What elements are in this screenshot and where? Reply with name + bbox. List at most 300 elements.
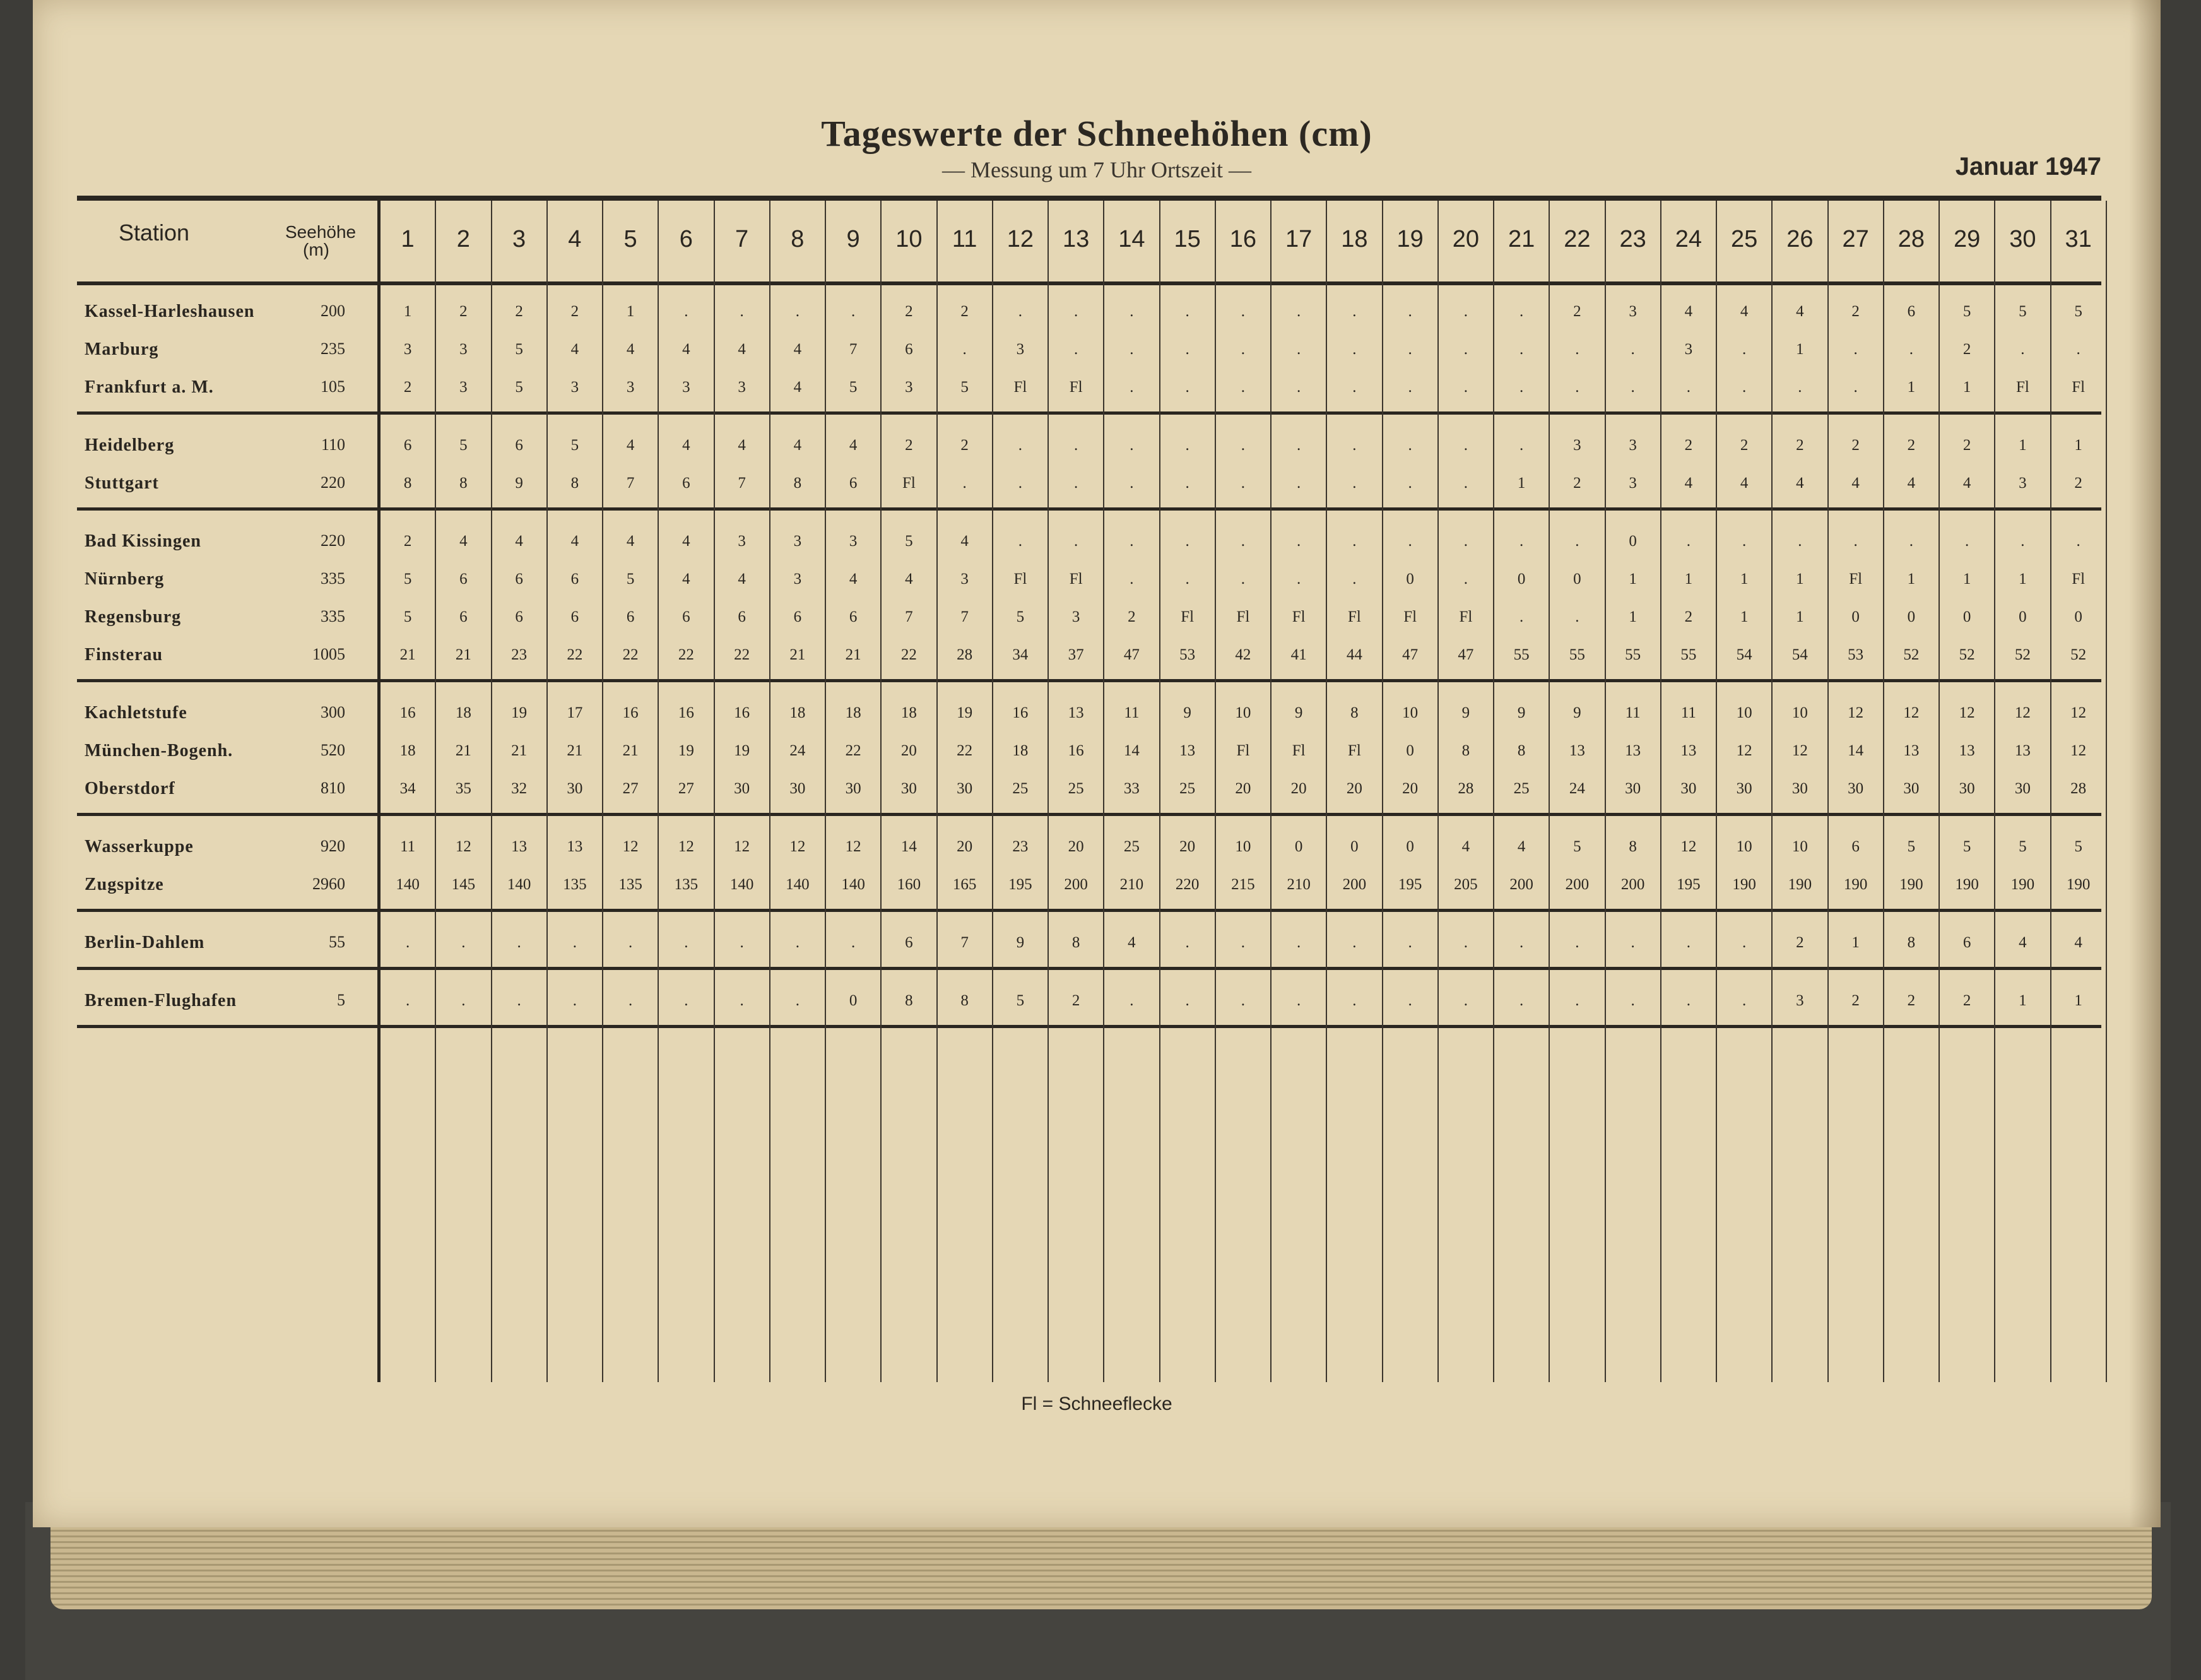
snow-depth-cell: 4 [1796, 475, 1804, 492]
snow-depth-cell: . [406, 992, 410, 1009]
snow-depth-cell: . [1241, 303, 1245, 320]
snow-depth-cell: 6 [1907, 303, 1916, 320]
snow-depth-cell: 200 [1342, 876, 1367, 893]
column-rule [1382, 201, 1383, 1382]
snow-depth-cell: 13 [1569, 742, 1585, 759]
day-header: 8 [791, 226, 805, 252]
snow-depth-cell: 2 [1796, 437, 1804, 454]
snow-depth-cell: 4 [459, 533, 468, 550]
snow-depth-cell: 1 [1629, 608, 1637, 625]
snow-depth-cell: 3 [793, 571, 802, 588]
column-rule [1771, 201, 1773, 1382]
snow-depth-cell: 13 [1903, 742, 1920, 759]
book-page-edges [50, 1515, 2152, 1609]
column-rule [658, 201, 659, 1382]
snow-depth-cell: 11 [1625, 704, 1641, 721]
column-rule [769, 201, 770, 1382]
snow-depth-cell: 3 [570, 379, 579, 396]
snow-depth-cell: 5 [1016, 608, 1025, 625]
snow-depth-cell: 6 [515, 608, 523, 625]
group-separator [77, 507, 2101, 511]
day-header: 2 [456, 226, 470, 252]
snow-depth-cell: 24 [1569, 780, 1585, 797]
snow-depth-cell: 12 [789, 838, 806, 855]
snow-depth-cell: 2 [1851, 992, 1860, 1009]
snow-depth-cell: . [517, 934, 521, 951]
snow-depth-cell: 2 [1962, 992, 1971, 1009]
snow-depth-cell: 4 [515, 533, 523, 550]
snow-depth-cell: 28 [957, 646, 973, 663]
table-row [77, 428, 2101, 466]
snow-depth-cell: 4 [1517, 838, 1526, 855]
snow-depth-cell: 3 [1629, 437, 1637, 454]
snow-depth-cell: 12 [1903, 704, 1920, 721]
book-page [33, 0, 2161, 1527]
station-elevation: 335 [321, 607, 345, 625]
column-rule [1326, 201, 1327, 1382]
snow-depth-cell: Fl [2072, 379, 2086, 396]
snow-depth-cell: . [1074, 303, 1078, 320]
snow-depth-cell: 18 [1012, 742, 1029, 759]
snow-depth-cell: 12 [1848, 704, 1864, 721]
snow-depth-cell: 165 [952, 876, 977, 893]
snow-depth-cell: 35 [455, 780, 471, 797]
snow-depth-cell: 19 [678, 742, 694, 759]
snow-depth-cell: 30 [845, 780, 861, 797]
day-header: 6 [679, 226, 693, 252]
snow-depth-cell: 8 [1071, 934, 1080, 951]
snow-depth-cell: 4 [1962, 475, 1971, 492]
table-row [77, 466, 2101, 504]
snow-depth-cell: . [1241, 475, 1245, 492]
snow-depth-table [77, 196, 2101, 1010]
snow-depth-cell: . [1575, 934, 1579, 951]
snow-depth-cell: . [1463, 379, 1468, 396]
column-rule [1103, 201, 1104, 1382]
snow-depth-cell: . [1686, 992, 1691, 1009]
column-rule [2050, 201, 2051, 1382]
snow-depth-cell: . [1352, 437, 1357, 454]
snow-depth-cell: 195 [1008, 876, 1032, 893]
snow-depth-cell: 6 [682, 475, 690, 492]
snow-depth-cell: 10 [1736, 704, 1752, 721]
snow-depth-cell: 28 [1458, 780, 1474, 797]
snow-depth-cell: . [1297, 379, 1301, 396]
table-row [77, 733, 2101, 771]
snow-depth-cell: 37 [1068, 646, 1084, 663]
snow-depth-cell: 4 [2074, 934, 2082, 951]
group-separator [77, 679, 2101, 682]
snow-depth-cell: . [1241, 934, 1245, 951]
snow-depth-cell: 5 [626, 571, 635, 588]
snow-depth-cell: 3 [2019, 475, 2027, 492]
snow-depth-cell: . [1463, 934, 1468, 951]
month-label: Januar 1947 [1955, 153, 2101, 180]
snow-depth-cell: 195 [1677, 876, 1701, 893]
snow-depth-cell: . [1352, 533, 1357, 550]
snow-depth-cell: 44 [1346, 646, 1362, 663]
snow-depth-cell: 55 [1513, 646, 1530, 663]
column-rule [546, 201, 548, 1382]
snow-depth-cell: 1 [1796, 608, 1804, 625]
snow-depth-cell: . [1909, 341, 1913, 358]
snow-depth-cell: 14 [1848, 742, 1864, 759]
snow-depth-cell: 55 [1625, 646, 1641, 663]
snow-depth-cell: . [1686, 379, 1691, 396]
station-name: Kassel-Harleshausen [85, 302, 255, 321]
snow-depth-cell: 21 [399, 646, 416, 663]
snow-depth-cell: . [1408, 379, 1412, 396]
snow-depth-cell: . [1241, 379, 1245, 396]
snow-depth-cell: 28 [2070, 780, 2087, 797]
snow-depth-cell: . [1241, 533, 1245, 550]
day-header: 29 [1953, 226, 1981, 252]
snow-depth-cell: 9 [1016, 934, 1025, 951]
snow-depth-cell: 5 [2019, 838, 2027, 855]
snow-depth-cell: . [1575, 341, 1579, 358]
snow-depth-cell: . [1463, 571, 1468, 588]
day-header: 9 [846, 226, 860, 252]
snow-depth-cell: 135 [674, 876, 699, 893]
snow-depth-cell: 9 [1461, 704, 1470, 721]
snow-depth-cell: . [1463, 341, 1468, 358]
snow-depth-cell: 19 [957, 704, 973, 721]
station-name: München-Bogenh. [85, 741, 233, 760]
snow-depth-cell: 145 [451, 876, 476, 893]
snow-depth-cell: . [1130, 303, 1134, 320]
snow-depth-cell: 25 [1012, 780, 1029, 797]
snow-depth-cell: 12 [734, 838, 750, 855]
snow-depth-cell: Fl [1236, 742, 1250, 759]
snow-depth-cell: 3 [403, 341, 412, 358]
snow-depth-cell: 0 [1406, 571, 1414, 588]
snow-depth-cell: . [1519, 379, 1524, 396]
snow-depth-cell: 2 [1907, 437, 1916, 454]
snow-depth-cell: 3 [1684, 341, 1693, 358]
snow-depth-cell: 4 [1740, 303, 1749, 320]
snow-depth-cell: . [1352, 341, 1357, 358]
snow-depth-cell: . [1853, 379, 1858, 396]
snow-depth-cell: . [1519, 303, 1524, 320]
snow-depth-cell: 1 [1851, 934, 1860, 951]
day-header: 26 [1786, 226, 1814, 252]
snow-depth-cell: . [1074, 341, 1078, 358]
snow-depth-cell: 0 [1962, 608, 1971, 625]
snow-depth-cell: 8 [1350, 704, 1359, 721]
snow-depth-cell: 47 [1402, 646, 1419, 663]
table-row [77, 562, 2101, 600]
snow-depth-cell: . [1130, 437, 1134, 454]
snow-depth-cell: . [1742, 379, 1747, 396]
snow-depth-cell: 2 [1684, 437, 1693, 454]
snow-depth-cell: 54 [1736, 646, 1752, 663]
snow-depth-cell: 12 [455, 838, 471, 855]
station-name: Berlin-Dahlem [85, 933, 205, 952]
snow-depth-cell: 14 [900, 838, 917, 855]
column-rule [1549, 201, 1550, 1382]
column-rule [435, 201, 436, 1382]
snow-depth-cell: 1 [403, 303, 412, 320]
snow-depth-cell: 47 [1123, 646, 1140, 663]
snow-depth-cell: 16 [1012, 704, 1029, 721]
snow-depth-cell: . [1018, 303, 1022, 320]
snow-depth-cell: 30 [900, 780, 917, 797]
snow-depth-cell: 4 [849, 437, 858, 454]
snow-depth-cell: 33 [1123, 780, 1140, 797]
snow-depth-cell: 4 [1851, 475, 1860, 492]
day-header: 14 [1118, 226, 1145, 252]
snow-depth-cell: . [851, 934, 856, 951]
snow-depth-cell: 5 [459, 437, 468, 454]
table-row [77, 524, 2101, 562]
column-rule [1883, 201, 1884, 1382]
snow-depth-cell: 19 [511, 704, 528, 721]
snow-depth-cell: . [1742, 992, 1747, 1009]
snow-depth-cell: 5 [960, 379, 969, 396]
snow-depth-cell: 16 [734, 704, 750, 721]
snow-depth-cell: 8 [570, 475, 579, 492]
snow-depth-cell: . [684, 934, 688, 951]
snow-depth-cell: 10 [1235, 704, 1251, 721]
snow-depth-cell: 34 [399, 780, 416, 797]
column-rule [1660, 201, 1661, 1382]
snow-depth-cell: 0 [2019, 608, 2027, 625]
snow-depth-cell: 30 [1680, 780, 1697, 797]
snow-depth-cell: . [1631, 379, 1635, 396]
snow-depth-cell: 140 [786, 876, 810, 893]
snow-depth-cell: . [1519, 341, 1524, 358]
station-column-header: Station [119, 220, 190, 245]
snow-depth-cell: 210 [1119, 876, 1144, 893]
snow-depth-cell: 18 [789, 704, 806, 721]
snow-depth-cell: 6 [459, 571, 468, 588]
snow-depth-cell: . [684, 992, 688, 1009]
snow-depth-cell: 7 [849, 341, 858, 358]
snow-depth-cell: 200 [1620, 876, 1645, 893]
snow-depth-cell: 4 [905, 571, 913, 588]
snow-depth-cell: 205 [1454, 876, 1478, 893]
snow-depth-cell: . [628, 992, 633, 1009]
snow-depth-cell: 3 [1629, 475, 1637, 492]
snow-depth-cell: 2 [905, 437, 913, 454]
snow-depth-cell: . [1185, 934, 1189, 951]
snow-depth-cell: 0 [1406, 838, 1414, 855]
snow-depth-cell: . [740, 992, 744, 1009]
snow-depth-cell: 12 [2070, 704, 2087, 721]
snow-depth-cell: 6 [1851, 838, 1860, 855]
snow-depth-cell: . [1352, 934, 1357, 951]
snow-depth-cell: Fl [1292, 608, 1306, 625]
snow-depth-cell: 20 [1402, 780, 1419, 797]
column-rule [936, 201, 938, 1382]
snow-depth-cell: 5 [1573, 838, 1581, 855]
snow-depth-cell: 5 [515, 341, 523, 358]
snow-depth-cell: 9 [1294, 704, 1303, 721]
station-name: Nürnberg [85, 569, 165, 589]
snow-depth-cell: 20 [900, 742, 917, 759]
snow-depth-cell: 18 [900, 704, 917, 721]
snow-depth-cell: 17 [567, 704, 583, 721]
page-subtitle: — Messung um 7 Uhr Ortszeit — [942, 157, 1251, 182]
snow-depth-cell: 14 [1123, 742, 1140, 759]
snow-depth-cell: 18 [399, 742, 416, 759]
snow-depth-cell: 9 [1573, 704, 1581, 721]
snow-depth-cell: 9 [1183, 704, 1191, 721]
snow-depth-cell: 2 [1796, 934, 1804, 951]
snow-depth-cell: 27 [622, 780, 639, 797]
snow-depth-cell: 5 [2074, 303, 2082, 320]
snow-depth-cell: 6 [626, 608, 635, 625]
snow-depth-cell: 25 [1513, 780, 1530, 797]
elevation-header-unit: (m) [303, 240, 329, 259]
snow-depth-cell: Fl [1347, 742, 1361, 759]
snow-depth-cell: . [1241, 437, 1245, 454]
group-separator [77, 909, 2101, 912]
snow-depth-cell: Fl [902, 475, 916, 492]
column-rule [2106, 201, 2107, 1382]
snow-depth-cell: 12 [678, 838, 694, 855]
snow-depth-cell: . [1575, 992, 1579, 1009]
snow-depth-cell: . [1185, 571, 1189, 588]
snow-depth-cell: 13 [2014, 742, 2031, 759]
day-header: 1 [401, 226, 415, 252]
snow-depth-cell: 11 [1680, 704, 1696, 721]
day-header: 3 [512, 226, 526, 252]
snow-depth-cell: 30 [1791, 780, 1808, 797]
snow-depth-cell: . [1575, 608, 1579, 625]
snow-depth-cell: 30 [1848, 780, 1864, 797]
snow-depth-cell: 10 [1736, 838, 1752, 855]
snow-depth-cell: . [1241, 341, 1245, 358]
snow-depth-cell: . [1185, 437, 1189, 454]
column-rule [1716, 201, 1717, 1382]
snow-depth-cell: . [1408, 475, 1412, 492]
snow-depth-cell: 3 [849, 533, 858, 550]
snow-depth-cell: 4 [2019, 934, 2027, 951]
snow-depth-cell: 22 [678, 646, 694, 663]
snow-depth-cell: 13 [1625, 742, 1641, 759]
table-top-rule [77, 196, 2101, 201]
snow-depth-cell: 27 [678, 780, 694, 797]
snow-depth-cell: 1 [1962, 379, 1971, 396]
table-row [77, 637, 2101, 675]
snow-depth-cell: 16 [678, 704, 694, 721]
snow-depth-cell: 22 [900, 646, 917, 663]
snow-depth-cell: 2 [403, 379, 412, 396]
snow-depth-cell: 13 [1680, 742, 1697, 759]
snow-depth-cell: 2 [403, 533, 412, 550]
snow-depth-cell: 22 [845, 742, 861, 759]
snow-depth-cell: 22 [957, 742, 973, 759]
snow-depth-cell: 52 [2014, 646, 2031, 663]
snow-depth-cell: 0 [2074, 608, 2082, 625]
snow-depth-cell: . [1686, 533, 1691, 550]
snow-depth-cell: 3 [738, 379, 746, 396]
snow-depth-cell: 2 [1128, 608, 1136, 625]
snow-depth-cell: 52 [2070, 646, 2087, 663]
group-separator [77, 967, 2101, 970]
snow-depth-cell: . [1074, 475, 1078, 492]
snow-depth-cell: 4 [738, 571, 746, 588]
table-row [77, 983, 2101, 1021]
snow-depth-cell: . [1408, 934, 1412, 951]
snow-depth-cell: 4 [1461, 838, 1470, 855]
snow-depth-cell: 135 [563, 876, 587, 893]
table-row [77, 600, 2101, 637]
snow-depth-cell: 55 [1680, 646, 1697, 663]
station-name: Heidelberg [85, 435, 175, 455]
snow-depth-cell: 200 [1565, 876, 1590, 893]
station-name: Zugspitze [85, 875, 164, 894]
snow-depth-cell: 11 [1124, 704, 1140, 721]
snow-depth-cell: . [1185, 475, 1189, 492]
station-elevation: 300 [321, 703, 345, 721]
snow-depth-cell: 53 [1179, 646, 1196, 663]
snow-depth-cell: 7 [738, 475, 746, 492]
snow-depth-cell: 215 [1231, 876, 1255, 893]
snow-depth-cell: . [1798, 533, 1802, 550]
station-elevation: 220 [321, 531, 345, 550]
snow-depth-cell: 30 [1959, 780, 1975, 797]
table-row [77, 332, 2101, 370]
table-header [77, 201, 2101, 285]
snow-depth-cell: 6 [793, 608, 802, 625]
snow-depth-cell: . [1352, 379, 1357, 396]
snow-depth-cell: . [1408, 303, 1412, 320]
snow-depth-cell: . [406, 934, 410, 951]
snow-depth-cell: 4 [682, 533, 690, 550]
snow-depth-cell: 200 [1509, 876, 1533, 893]
snow-depth-cell: 4 [1740, 475, 1749, 492]
snow-depth-cell: 3 [905, 379, 913, 396]
snow-depth-cell: 53 [1848, 646, 1864, 663]
snow-depth-cell: 2 [1851, 437, 1860, 454]
snow-depth-cell: 3 [1071, 608, 1080, 625]
snow-depth-cell: 4 [570, 341, 579, 358]
snow-depth-cell: 2 [1962, 437, 1971, 454]
column-rule [714, 201, 715, 1382]
footnote: Fl = Schneeflecke [1021, 1393, 1172, 1414]
snow-depth-cell: . [1463, 992, 1468, 1009]
snow-depth-cell: 22 [622, 646, 639, 663]
day-header: 23 [1619, 226, 1646, 252]
snow-depth-cell: 13 [511, 838, 528, 855]
day-header: 22 [1564, 226, 1591, 252]
snow-depth-cell: 21 [789, 646, 806, 663]
snow-depth-cell: 13 [1068, 704, 1084, 721]
snow-depth-cell: 5 [1907, 838, 1916, 855]
column-rule [1437, 201, 1439, 1382]
snow-depth-cell: . [2021, 533, 2025, 550]
group-separator [77, 411, 2101, 415]
snow-depth-cell: 21 [845, 646, 861, 663]
snow-depth-cell: 42 [1235, 646, 1251, 663]
snow-depth-cell: 7 [960, 608, 969, 625]
snow-depth-cell: 5 [849, 379, 858, 396]
snow-depth-cell: 0 [1294, 838, 1303, 855]
snow-depth-cell: 2 [905, 303, 913, 320]
station-elevation: 810 [321, 779, 345, 797]
snow-depth-cell: 30 [567, 780, 583, 797]
snow-depth-cell: 2 [960, 437, 969, 454]
snow-depth-cell: . [1352, 303, 1357, 320]
snow-depth-cell: . [1352, 475, 1357, 492]
snow-depth-cell: 3 [1016, 341, 1025, 358]
snow-depth-cell: 9 [515, 475, 523, 492]
snow-depth-cell: 6 [849, 475, 858, 492]
snow-depth-cell: Fl [1403, 608, 1417, 625]
snow-depth-cell: 23 [511, 646, 528, 663]
